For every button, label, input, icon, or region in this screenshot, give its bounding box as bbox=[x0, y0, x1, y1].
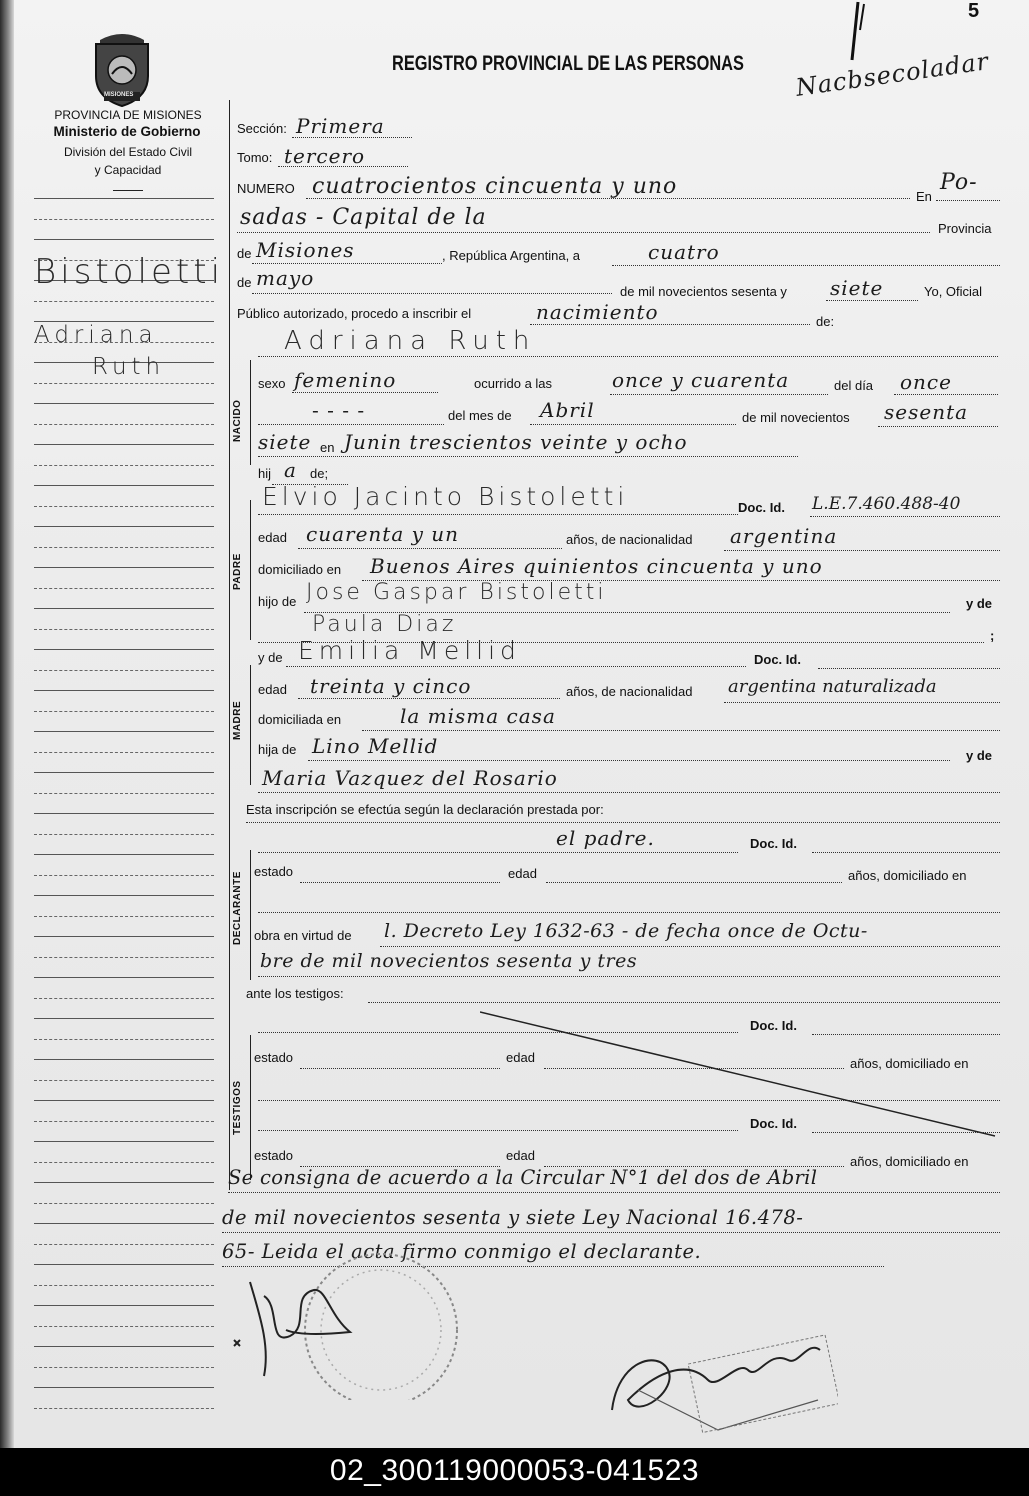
madre-padre-line bbox=[308, 760, 950, 761]
margin-ledger-line bbox=[34, 1223, 214, 1224]
madre-anios-label: años, de nacionalidad bbox=[566, 684, 693, 699]
nacido-name: Adriana Ruth bbox=[284, 326, 537, 356]
sexo-label: sexo bbox=[258, 376, 286, 391]
padre-yde-label: y de bbox=[966, 596, 993, 611]
madre-name-line bbox=[286, 666, 746, 667]
declarante-obra-2: bre de mil novecientos sesenta y tres bbox=[260, 950, 638, 972]
hora-value: once y cuarenta bbox=[612, 368, 790, 392]
margin-ledger-line bbox=[34, 772, 214, 773]
testigo1-doc-label: Doc. Id. bbox=[750, 1018, 797, 1033]
margin-ledger-line bbox=[34, 690, 214, 691]
margin-ledger-line bbox=[34, 526, 214, 527]
margin-ledger-line bbox=[34, 424, 214, 425]
madre-yde2-label: y de bbox=[966, 748, 993, 763]
crest-label: MISIONES bbox=[104, 92, 134, 98]
archive-footer bbox=[0, 1448, 1029, 1496]
day-value: cuatro bbox=[648, 240, 720, 264]
year-line bbox=[826, 300, 918, 301]
padre-nac-value: argentina bbox=[730, 524, 838, 548]
anio-value-2: siete bbox=[258, 430, 312, 454]
testigo1-estado-label: estado bbox=[254, 1050, 294, 1065]
testigo1-edad-label: edad bbox=[506, 1050, 535, 1065]
margin-ledger-line bbox=[34, 916, 214, 917]
declarante-edad-line bbox=[546, 882, 842, 883]
padre-domicilio-value: Buenos Aires quinientos cincuenta y uno bbox=[370, 554, 823, 578]
margin-ledger-line bbox=[34, 1039, 214, 1040]
padre-edad-line bbox=[298, 548, 562, 549]
testigo2-estado-label: estado bbox=[254, 1148, 294, 1163]
margin-ledger-line bbox=[34, 793, 214, 794]
dia-line bbox=[894, 394, 998, 395]
declarante-estado-label: estado bbox=[254, 864, 294, 879]
anio-label: de mil novecientos bbox=[742, 410, 850, 425]
madre-padre-value: Lino Mellid bbox=[312, 734, 439, 758]
anio-line bbox=[878, 426, 998, 427]
margin-ledger-line bbox=[34, 1059, 214, 1060]
testigos-intro-line bbox=[368, 1002, 1000, 1003]
declarante-bracket bbox=[250, 850, 251, 980]
padre-section-label: PADRE bbox=[232, 553, 243, 590]
declarante-section-label: DECLARANTE bbox=[232, 871, 243, 945]
padre-madre-value: Paula Diaz bbox=[312, 612, 457, 637]
declarant-signature bbox=[230, 1276, 380, 1386]
declarante-estado-line bbox=[300, 882, 500, 883]
margin-ledger-line bbox=[34, 752, 214, 753]
declarante-name: el padre. bbox=[556, 826, 655, 850]
margin-ledger-line bbox=[34, 711, 214, 712]
padre-doc-label: Doc. Id. bbox=[738, 500, 785, 515]
note-line-1: Se consigna de acuerdo a la Circular N°1 del dos de Abril bbox=[228, 1166, 818, 1189]
declarante-obra-1: l. Decreto Ley 1632-63 - de fecha once de Octu- bbox=[384, 920, 868, 942]
margin-ledger-line bbox=[34, 1244, 214, 1245]
day-line bbox=[612, 265, 1000, 266]
de3-label: de: bbox=[816, 314, 835, 329]
margin-ledger-line bbox=[34, 506, 214, 507]
declarante-intro: Esta inscripción se efectúa según la declaración prestada por: bbox=[246, 802, 604, 817]
margin-ledger-line bbox=[34, 1203, 214, 1204]
sexo-value: femenino bbox=[294, 368, 397, 392]
lugar-value: Junin trescientos veinte y ocho bbox=[344, 430, 688, 454]
nacido-bracket bbox=[250, 360, 251, 465]
numero-value: cuatrocientos cincuenta y uno bbox=[312, 174, 678, 199]
de2-label: de bbox=[237, 275, 252, 290]
declarante-doc-label: Doc. Id. bbox=[750, 836, 797, 851]
madre-yde-label: y de bbox=[258, 650, 283, 665]
nacido-name-line bbox=[258, 356, 998, 357]
province-name: PROVINCIA DE MISIONES bbox=[54, 108, 202, 122]
padre-anios-label: años, de nacionalidad bbox=[566, 532, 693, 547]
margin-ledger-line bbox=[34, 936, 214, 937]
madre-edad-value: treinta y cinco bbox=[310, 674, 472, 698]
mes-line bbox=[530, 424, 736, 425]
seccion-label: Sección: bbox=[237, 121, 287, 136]
testigo1-estado-line bbox=[300, 1068, 500, 1069]
margin-ledger-line bbox=[34, 1367, 214, 1368]
margin-ledger-line bbox=[34, 1285, 214, 1286]
padre-name: Elvio Jacinto Bistoletti bbox=[262, 482, 629, 511]
madre-domicilio-line bbox=[362, 730, 1000, 731]
ministry-name: Ministerio de Gobierno bbox=[53, 124, 201, 139]
hij-suffix: a bbox=[284, 458, 297, 482]
declarante-obra2-line bbox=[258, 976, 1000, 977]
dia-value: once bbox=[900, 370, 952, 394]
note-line-3: 65- Leida el acta firmo conmigo el declarante. bbox=[222, 1240, 702, 1263]
en-label: En bbox=[916, 189, 932, 204]
nacido-section-label: NACIDO bbox=[232, 399, 243, 442]
de-label: de bbox=[237, 246, 252, 261]
margin-name-2: Ruth bbox=[92, 354, 166, 380]
declarante-doc-line bbox=[812, 852, 1000, 853]
madre-hija-label: hija de bbox=[258, 742, 297, 757]
margin-ledger-line bbox=[34, 219, 214, 220]
margin-ledger-line bbox=[34, 998, 214, 999]
testigos-section-label: TESTIGOS bbox=[232, 1080, 243, 1135]
margin-ledger-line bbox=[34, 1408, 214, 1409]
madre-madre-value: Maria Vazquez del Rosario bbox=[262, 766, 558, 790]
division-name: División del Estado Civil bbox=[63, 145, 193, 159]
madre-nac-value: argentina naturalizada bbox=[728, 676, 937, 697]
padre-edad-label: edad bbox=[258, 530, 287, 545]
nacido-dashes: - - - - bbox=[312, 398, 366, 422]
madre-doc-label: Doc. Id. bbox=[754, 652, 801, 667]
margin-ledger-line bbox=[34, 1264, 214, 1265]
margin-ledger-line bbox=[34, 649, 214, 650]
stroke-mark-icon bbox=[838, 0, 868, 70]
acto-value: nacimiento bbox=[536, 300, 659, 324]
margin-ledger-line bbox=[34, 383, 214, 384]
margin-ledger-line bbox=[34, 567, 214, 568]
madre-domicilio-value: la misma casa bbox=[400, 704, 556, 728]
padre-doc-value: L.E.7.460.488-40 bbox=[812, 494, 961, 514]
testigos-intro: ante los testigos: bbox=[246, 986, 344, 1001]
acto-line bbox=[530, 324, 810, 325]
note-line-1-rule bbox=[228, 1192, 1000, 1193]
dashes-line bbox=[258, 424, 444, 425]
dia-label: del día bbox=[834, 378, 874, 393]
tomo-value: tercero bbox=[284, 144, 366, 168]
margin-ledger-line bbox=[34, 465, 214, 466]
padre-bracket bbox=[250, 500, 251, 640]
ocurrido-label: ocurrido a las bbox=[474, 376, 553, 391]
hora-line bbox=[610, 394, 828, 395]
margin-ledger-line bbox=[34, 485, 214, 486]
padre-doc-line bbox=[810, 516, 1000, 517]
madre-domicilio-label: domiciliada en bbox=[258, 712, 342, 727]
margin-surname: Bistoletti bbox=[34, 252, 225, 292]
mes-value: Abril bbox=[540, 398, 595, 422]
margin-ledger-line bbox=[34, 957, 214, 958]
city-line bbox=[237, 232, 930, 233]
declarante-domicilio-line bbox=[258, 912, 1000, 913]
testigo2-doc-label: Doc. Id. bbox=[750, 1116, 797, 1131]
padre-semicolon: ; bbox=[990, 628, 995, 643]
stamp-note: Nacbsecoladar bbox=[794, 47, 991, 102]
margin-ledger-line bbox=[34, 1080, 214, 1081]
declarante-edad-label: edad bbox=[508, 866, 537, 881]
testigo2-edad-label: edad bbox=[506, 1148, 535, 1163]
sexo-line bbox=[292, 392, 438, 393]
publico-label: Público autorizado, procedo a inscribir el bbox=[237, 306, 472, 321]
margin-name-1: Adriana bbox=[34, 322, 158, 348]
margin-ledger-line bbox=[34, 1326, 214, 1327]
mes-label: del mes de bbox=[448, 408, 512, 423]
provincia-value: Misiones bbox=[256, 238, 355, 262]
declarante-name-line bbox=[258, 852, 738, 853]
header-divider bbox=[113, 190, 143, 191]
en-value: Po- bbox=[940, 170, 978, 195]
margin-ledger-line bbox=[34, 608, 214, 609]
year-value: siete bbox=[830, 276, 884, 300]
margin-ledger-line bbox=[34, 731, 214, 732]
provincia-label: Provincia bbox=[938, 221, 992, 236]
declarante-intro-line bbox=[246, 822, 1000, 823]
seccion-value: Primera bbox=[296, 114, 385, 138]
provincia-line bbox=[252, 263, 442, 264]
margin-ledger-line bbox=[34, 1100, 214, 1101]
padre-nac-line bbox=[724, 550, 1000, 551]
padre-name-line bbox=[258, 514, 738, 515]
margin-ledger-line bbox=[34, 854, 214, 855]
madre-madre-line bbox=[258, 792, 1000, 793]
margin-ledger-line bbox=[34, 1182, 214, 1183]
margin-ledger-line bbox=[34, 1141, 214, 1142]
margin-ledger-line bbox=[34, 895, 214, 896]
margin-ledger-line bbox=[34, 834, 214, 835]
padre-padre-value: Jose Gaspar Bistoletti bbox=[306, 580, 607, 605]
en-line bbox=[936, 200, 1000, 201]
note-line-2-rule bbox=[222, 1232, 1000, 1233]
madre-nac-line bbox=[724, 702, 1000, 703]
margin-ledger-line bbox=[34, 977, 214, 978]
margin-ledger-line bbox=[34, 198, 214, 199]
margin-ledger-line bbox=[34, 1305, 214, 1306]
madre-edad-line bbox=[298, 698, 560, 699]
hij-label: hij bbox=[258, 466, 272, 481]
margin-ledger-line bbox=[34, 813, 214, 814]
note-line-2: de mil novecientos sesenta y siete Ley Nacional 16.478- bbox=[222, 1206, 804, 1229]
margin-ledger-line bbox=[34, 875, 214, 876]
lugar-en-label: en bbox=[320, 440, 335, 455]
form-left-border bbox=[229, 100, 230, 1190]
month-line bbox=[252, 293, 612, 294]
page-corner-mark: 5 bbox=[968, 0, 980, 22]
division-name-2: y Capacidad bbox=[94, 163, 162, 177]
margin-ledger-line bbox=[34, 1387, 214, 1388]
padre-edad-value: cuarenta y un bbox=[306, 522, 460, 546]
archive-code: 02_300119000053-041523 bbox=[329, 1454, 700, 1487]
declarante-anios-label: años, domiciliado en bbox=[848, 868, 967, 883]
padre-domicilio-label: domiciliado en bbox=[258, 562, 342, 577]
margin-ledger-line bbox=[34, 670, 214, 671]
hij-de-label: de; bbox=[310, 466, 329, 481]
madre-edad-label: edad bbox=[258, 682, 287, 697]
declarante-obra-label: obra en virtud de bbox=[254, 928, 352, 943]
oficial-label: Yo, Oficial bbox=[924, 284, 983, 299]
margin-ledger-line bbox=[34, 403, 214, 404]
tomo-label: Tomo: bbox=[237, 150, 273, 165]
margin-ledger-line bbox=[34, 1018, 214, 1019]
declarante-obra-line bbox=[380, 946, 1000, 947]
madre-doc-line bbox=[818, 668, 1000, 669]
month-value: mayo bbox=[256, 266, 315, 290]
margin-ledger-line bbox=[34, 1121, 214, 1122]
lugar-line bbox=[258, 456, 798, 457]
republica-label: , República Argentina, a bbox=[442, 248, 581, 263]
margin-ledger-line bbox=[34, 239, 214, 240]
margin-ledger-line bbox=[34, 1162, 214, 1163]
officer-signature bbox=[598, 1330, 838, 1440]
padre-hijo-label: hijo de bbox=[258, 594, 297, 609]
cancellation-stroke bbox=[480, 1010, 1000, 1140]
margin-ledger-line bbox=[34, 547, 214, 548]
margin-ledger-line bbox=[34, 1346, 214, 1347]
year-label: de mil novecientos sesenta y bbox=[620, 284, 787, 299]
madre-bracket bbox=[250, 665, 251, 785]
margin-ledger-line bbox=[34, 301, 214, 302]
margin-ledger-line bbox=[34, 444, 214, 445]
page-title: REGISTRO PROVINCIAL DE LAS PERSONAS bbox=[392, 52, 744, 75]
testigo1-anios-label: años, domiciliado en bbox=[850, 1056, 969, 1071]
numero-label: NUMERO bbox=[237, 181, 295, 196]
anio-value-1: sesenta bbox=[884, 400, 969, 424]
city-value: sadas - Capital de la bbox=[240, 205, 487, 230]
margin-ledger-line bbox=[34, 588, 214, 589]
madre-section-label: MADRE bbox=[232, 700, 243, 740]
margin-ledger-line bbox=[34, 629, 214, 630]
testigo2-anios-label: años, domiciliado en bbox=[850, 1154, 969, 1169]
madre-name: Emilia Mellid bbox=[298, 636, 521, 665]
testigos-bracket bbox=[250, 1035, 251, 1180]
